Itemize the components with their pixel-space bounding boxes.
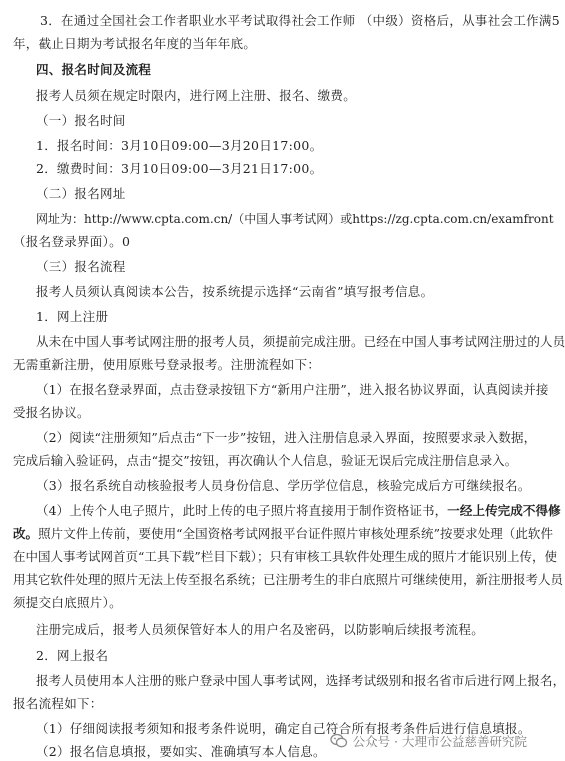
paragraph-text: 照片文件上传前，要使用“全国资格考试网报平台证件照片审核处理系统”按要求处理（此软件 [38,526,553,541]
paragraph-line [36,503,561,519]
paragraph-line: 报考人员使用本人注册的账户登录中国人事考试网，选择考试级别和报名省市后进行网上报名， [36,673,565,688]
paragraph-line: 报名流程如下： [13,696,103,711]
paragraph-line: （2）阅读“注册须知”后点击“下一步”按钮，进入注册信息录入界面，按照要求录入数据， [36,430,537,445]
paragraph-line: （报名登录界面）。0 [13,234,131,249]
paragraph-line: （2）报名信息填报，要如实、准确填写本人信息。 [36,744,326,759]
paragraph-line: 无需重新注册，使用原账号登录报考。注册流程如下： [13,357,321,372]
wechat-official-account-icon [330,733,348,749]
paragraph-line [13,526,553,542]
paragraph-line: 3．在通过全国社会工作者职业水平考试取得社会工作师 （中级）资格后，从事社会工作满5 [40,13,560,28]
paragraph-line: 年，截止日期为考试报名年度的当年年底。 [13,36,257,51]
subsection-heading: （一）报名时间 [36,113,126,128]
paragraph-line: （1）在报名登录界面，点击登录按钮下方“新用户注册”，进入报名协议界面，认真阅读并接 [36,382,549,397]
paragraph-line: 在中国人事考试网首页“工具下载”栏目下载）；只有审核工具软件处理生成的照片才能识别上传，使 [13,549,558,564]
subsection-heading: 1．网上注册 [36,309,109,324]
subsection-heading: 2．网上报名 [36,648,109,663]
paragraph-line: 须提交白底照片）。 [13,595,122,610]
paragraph-line: （1）仔细阅读报考须知和报考条件说明，确定自己符合所有报考条件后进行信息填报。 [36,721,531,736]
paragraph-line: 从未在中国人事考试网注册的报考人员，须提前完成注册。已经在中国人事考试网注册过的人员 [36,334,565,349]
section-heading: 四、报名时间及流程 [36,62,152,77]
watermark [330,732,527,750]
paragraph-line: 完成后输入验证码，点击“提交”按钮，再次确认个人信息，验证无误后完成注册信息录入。 [13,453,518,468]
paragraph-line: （3）报名系统自动核验报考人员身份信息、学历学位信息，核验完成后方可继续报名。 [36,478,531,493]
paragraph-line: 受报名协议。 [13,405,90,420]
emphasis-text: 改。 [13,526,39,541]
paragraph-line: 2．缴费时间：3月10日09:00—3月21日17:00。 [36,161,323,176]
paragraph-line: 用其它软件处理的照片无法上传至报名系统；已注册考生的非白底照片可继续使用，新注册报考人员 [13,572,564,587]
paragraph-text: （4）上传个人电子照片，此时上传的电子照片将直接用于制作资格证书， [36,503,448,518]
emphasis-text: 一经上传完成不得修 [447,503,561,518]
paragraph-line: 报考人员须认真阅读本公告，按系统提示选择“云南省”填写报考信息。 [36,284,434,299]
paragraph-line: 网址为：http://www.cpta.com.cn/（中国人事考试网）或https://zg.cpta.com.cn/examfront [36,212,554,226]
watermark-label: 公众号 · 大理市公益慈善研究院 [352,734,527,749]
subsection-heading: （二）报名网址 [36,186,126,201]
paragraph-line: 报考人员须在规定时限内，进行网上注册、报名、缴费。 [36,88,357,103]
paragraph-line: 1．报名时间：3月10日09:00—3月20日17:00。 [36,138,323,153]
paragraph-line: 注册完成后，报考人员须保管好本人的用户名及密码，以防影响后续报考流程。 [36,622,485,637]
subsection-heading: （三）报名流程 [36,259,126,274]
